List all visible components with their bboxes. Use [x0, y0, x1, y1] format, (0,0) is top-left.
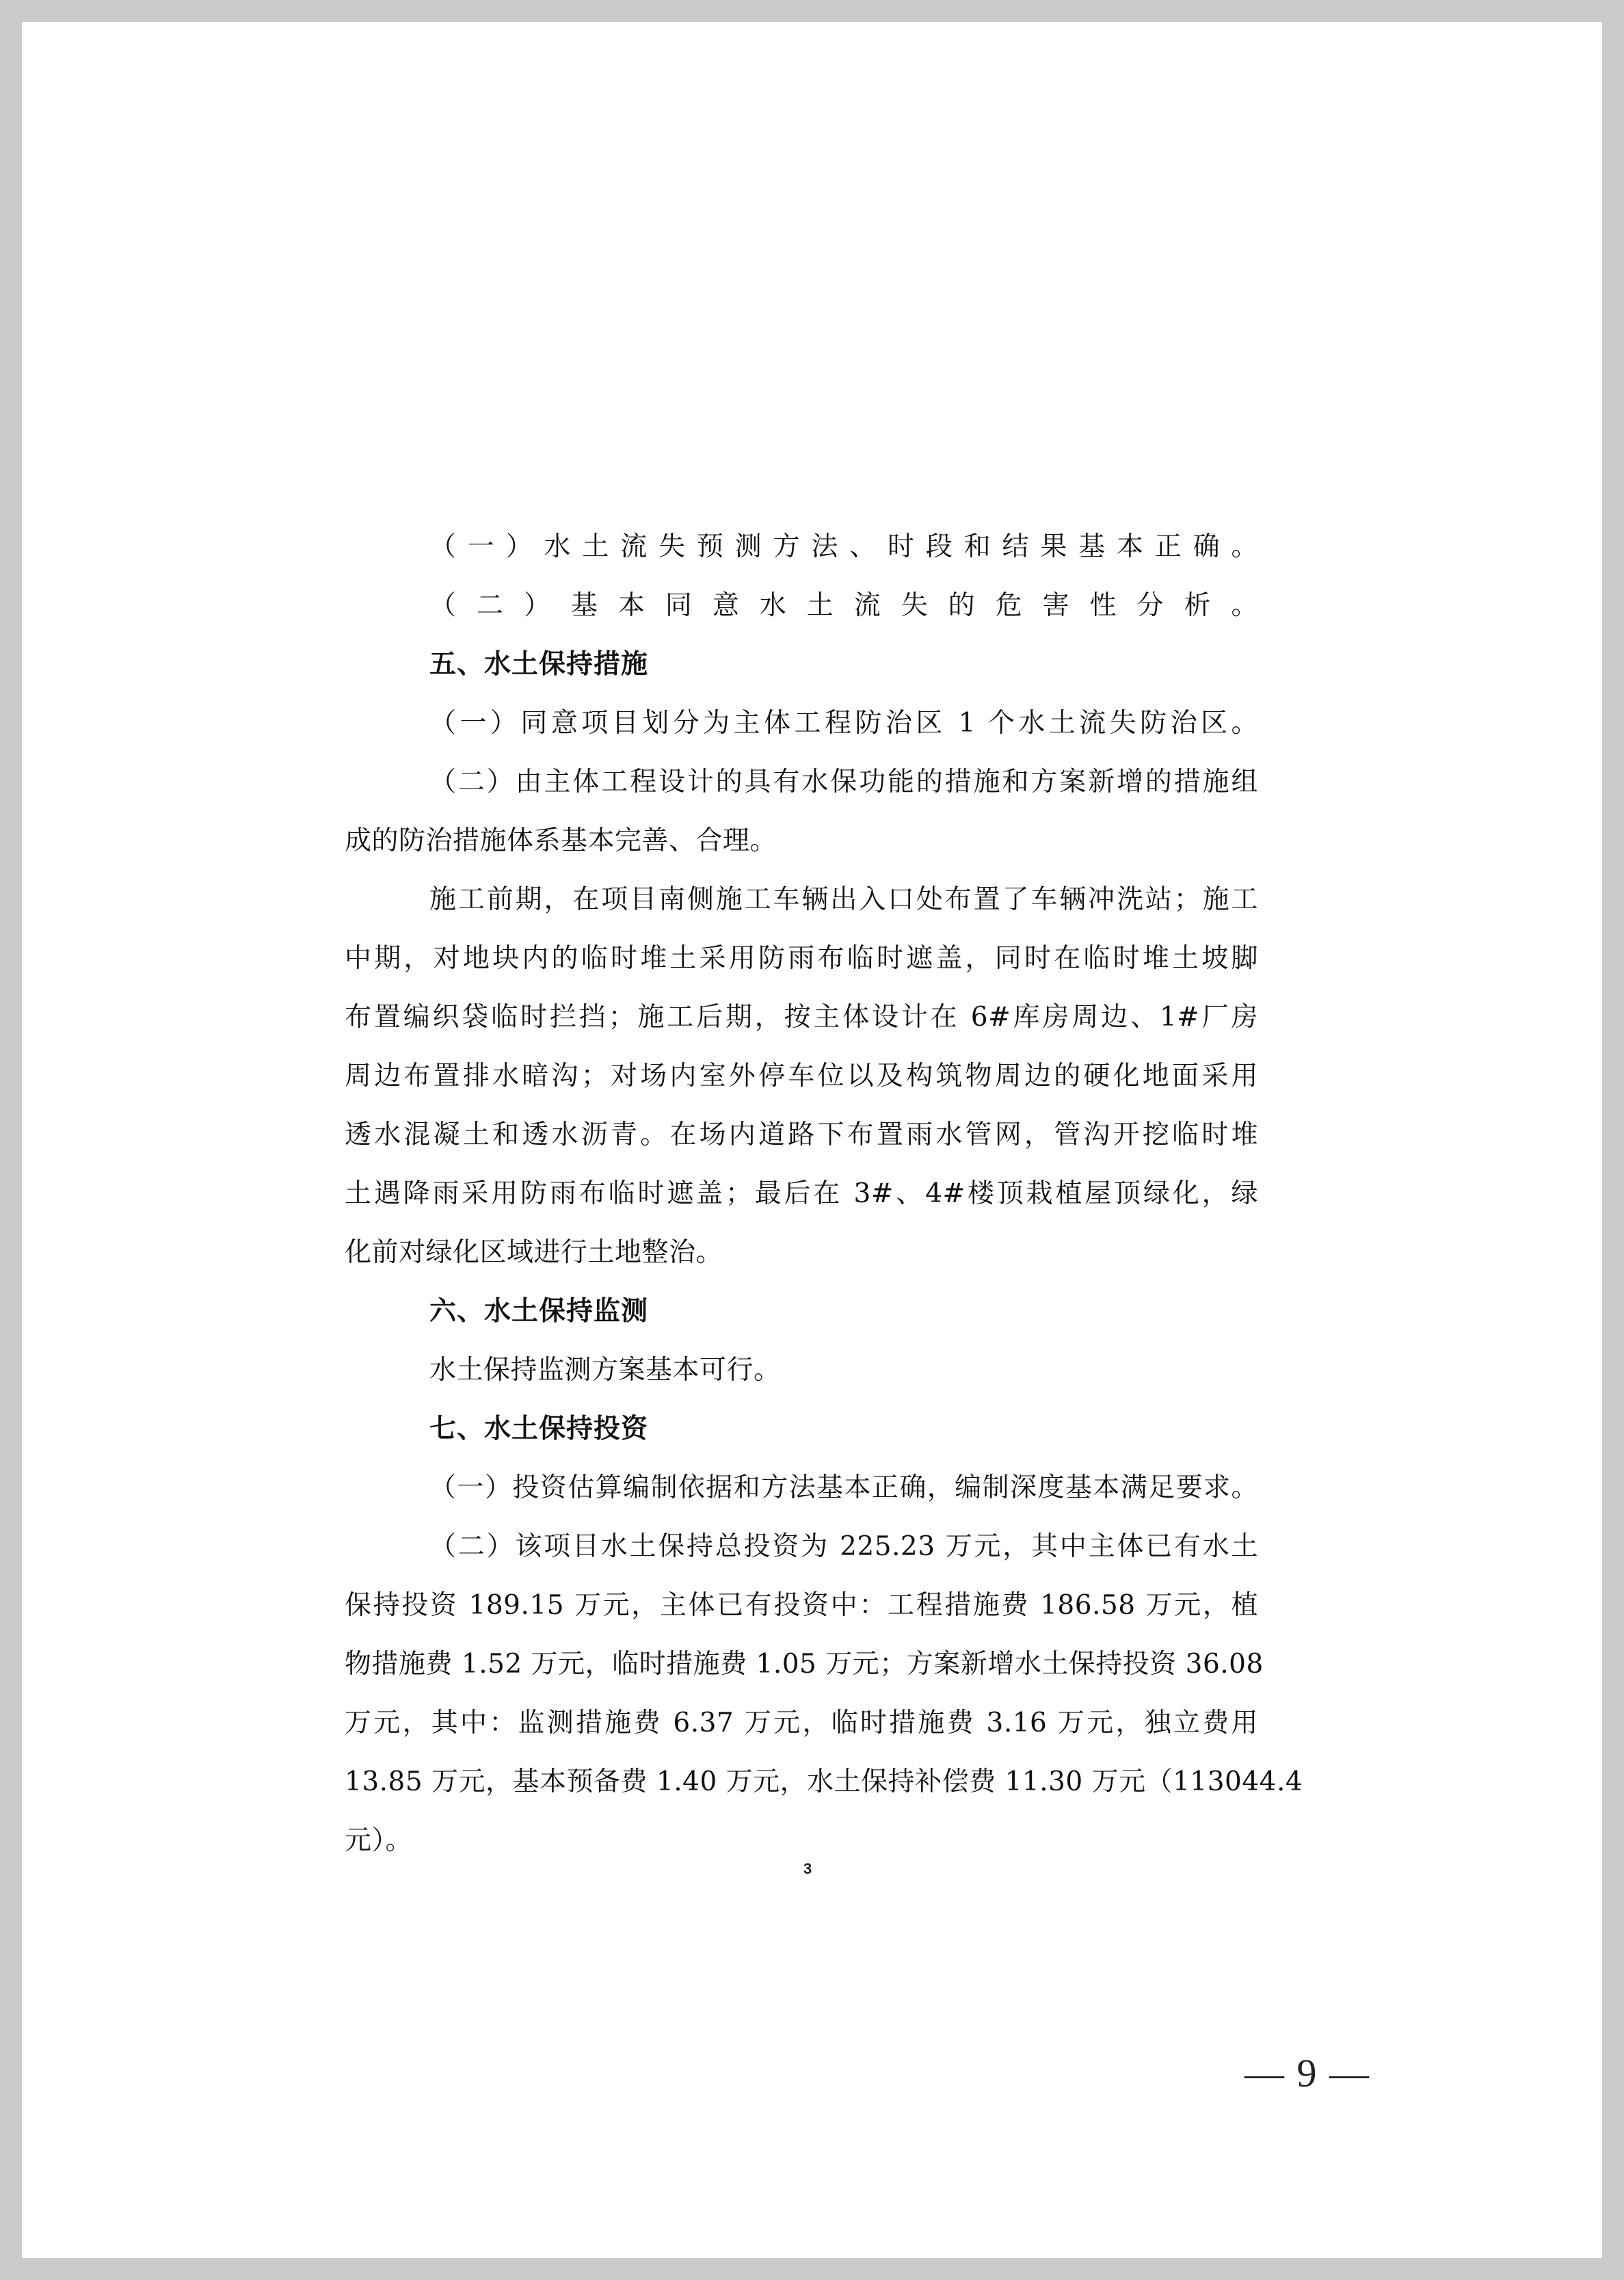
paragraph-8-line-4: 万元，其中：监测措施费 6.37 万元，临时措施费 3.16 万元，独立费用 [345, 1708, 1258, 1738]
paragraph-5-line-2: 中期，对地块内的临时堆土采用防雨布临时遮盖，同时在临时堆土坡脚 [345, 943, 1258, 974]
paragraph-5-line-7: 化前对绿化区域进行土地整治。 [345, 1237, 723, 1268]
paragraph-2: （二）基本同意水土流失的危害性分析。 [429, 590, 1258, 621]
paragraph-6: 水土保持监测方案基本可行。 [429, 1355, 781, 1386]
paragraph-8-line-6: 元）。 [345, 1825, 413, 1856]
paragraph-5-line-6: 土遇降雨采用防雨布临时遮盖；最后在 3#、4#楼顶栽植屋顶绿化，绿 [345, 1178, 1258, 1209]
paragraph-8-line-5: 13.85 万元，基本预备费 1.40 万元，水土保持补偿费 11.30 万元（113044.4 [345, 1766, 1303, 1797]
inner-page-number: 3 [803, 1860, 812, 1877]
paragraph-5-line-1: 施工前期，在项目南侧施工车辆出入口处布置了车辆冲洗站；施工 [429, 884, 1258, 915]
paragraph-8-line-3: 物措施费 1.52 万元，临时措施费 1.05 万元；方案新增水土保持投资 36.08 [345, 1649, 1264, 1680]
document-page [22, 22, 1602, 2258]
paragraph-3: （一）同意项目划分为主体工程防治区 1 个水土流失防治区。 [429, 708, 1258, 739]
paragraph-5-line-4: 周边布置排水暗沟；对场内室外停车位以及构筑物周边的硬化地面采用 [345, 1061, 1258, 1091]
document-body [345, 518, 1303, 1870]
section-heading-7: 七、水土保持投资 [429, 1414, 649, 1444]
paragraph-4-line-1: （二）由主体工程设计的具有水保功能的措施和方案新增的措施组 [429, 767, 1258, 797]
paragraph-8-line-1: （二）该项目水土保持总投资为 225.23 万元，其中主体已有水土 [429, 1531, 1258, 1562]
section-heading-6: 六、水土保持监测 [429, 1296, 649, 1327]
paragraph-5-line-3: 布置编织袋临时拦挡；施工后期，按主体设计在 6#库房周边、1#厂房 [345, 1002, 1258, 1033]
footer-page-number: — 9 — [1244, 2051, 1370, 2095]
paragraph-8-line-2: 保持投资 189.15 万元，主体已有投资中：工程措施费 186.58 万元，植 [345, 1590, 1258, 1621]
paragraph-7: （一）投资估算编制依据和方法基本正确，编制深度基本满足要求。 [429, 1472, 1258, 1503]
paragraph-4-line-2: 成的防治措施体系基本完善、合理。 [345, 825, 777, 856]
paragraph-1: （一）水土流失预测方法、时段和结果基本正确。 [429, 531, 1258, 562]
section-heading-5: 五、水土保持措施 [429, 649, 649, 680]
paragraph-5-line-5: 透水混凝土和透水沥青。在场内道路下布置雨水管网，管沟开挖临时堆 [345, 1119, 1258, 1150]
